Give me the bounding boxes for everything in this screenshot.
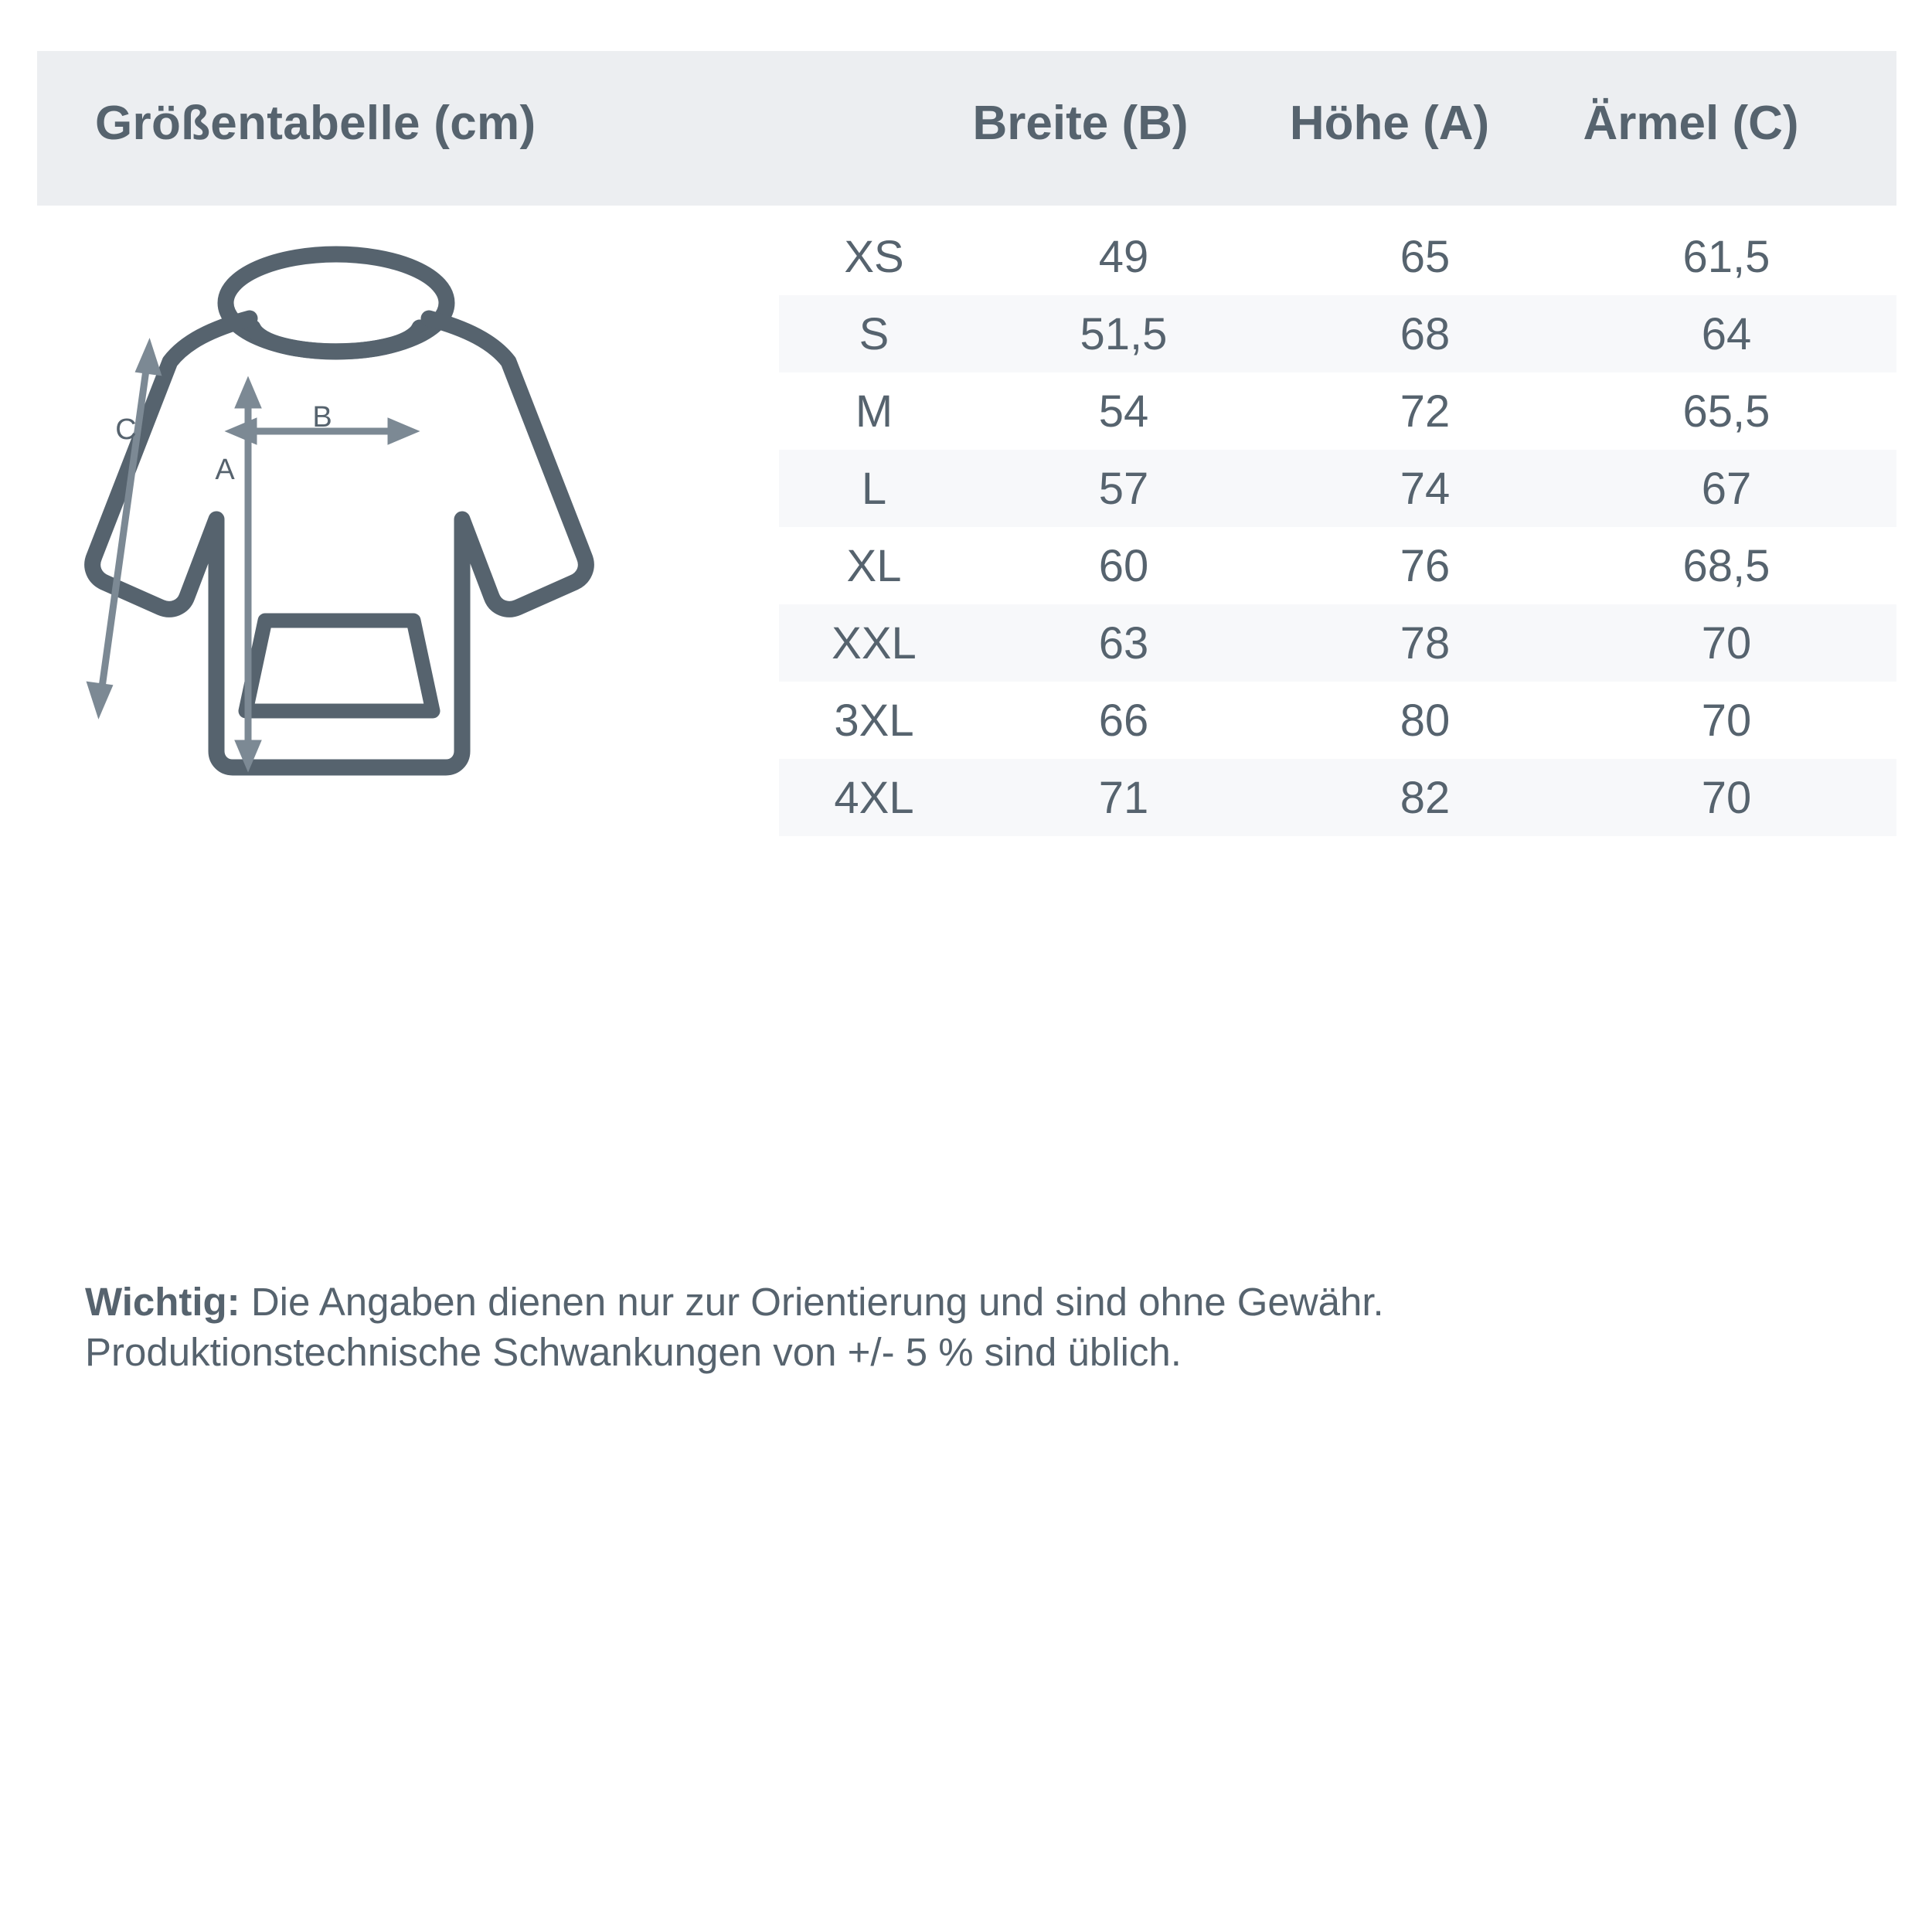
cell-breite: 49 — [1098, 231, 1149, 282]
cell-aermel: 61,5 — [1682, 231, 1770, 282]
cell-hoehe: 68 — [1400, 308, 1451, 359]
disclaimer-line-2: Produktionstechnische Schwankungen von +/- 5 % sind üblich. — [85, 1330, 1182, 1375]
table-row — [779, 372, 1896, 450]
cell-aermel: 67 — [1701, 463, 1752, 514]
column-headers — [918, 96, 1869, 151]
cell-breite: 51,5 — [1080, 308, 1168, 359]
cell-breite: 66 — [1098, 695, 1149, 746]
cell-breite: 54 — [1098, 386, 1149, 437]
cell-size: XXL — [832, 617, 917, 668]
cell-size: S — [859, 308, 889, 359]
cell-aermel: 68,5 — [1682, 540, 1770, 591]
table-row — [779, 295, 1896, 372]
table-row — [779, 527, 1896, 604]
column-header-breite: Breite (B) — [972, 97, 1189, 150]
diagram-label-b: B — [312, 401, 332, 434]
hoodie-icon — [62, 232, 773, 819]
column-header-hoehe: Höhe (A) — [1289, 97, 1490, 150]
disclaimer-note — [85, 1277, 1862, 1378]
hoodie-diagram — [62, 232, 773, 819]
cell-hoehe: 80 — [1400, 695, 1451, 746]
page-title: Größentabelle (cm) — [95, 97, 536, 150]
table-header-band — [37, 51, 1896, 206]
diagram-label-c: C — [115, 413, 137, 446]
cell-breite: 60 — [1098, 540, 1149, 591]
table-row — [779, 218, 1896, 295]
table-row — [779, 450, 1896, 527]
cell-aermel: 70 — [1701, 617, 1752, 668]
disclaimer-line-1: Die Angaben dienen nur zur Orientierung und sind ohne Gewähr. — [240, 1280, 1384, 1324]
cell-size: 4XL — [834, 772, 914, 823]
cell-breite: 57 — [1098, 463, 1149, 514]
cell-hoehe: 72 — [1400, 386, 1451, 437]
cell-hoehe: 74 — [1400, 463, 1451, 514]
size-table — [779, 218, 1896, 836]
diagram-label-a: A — [215, 454, 235, 486]
cell-size: XS — [844, 231, 904, 282]
cell-breite: 71 — [1098, 772, 1149, 823]
table-row — [779, 759, 1896, 836]
cell-hoehe: 65 — [1400, 231, 1451, 282]
cell-hoehe: 82 — [1400, 772, 1451, 823]
column-header-aermel: Ärmel (C) — [1583, 97, 1799, 150]
cell-hoehe: 78 — [1400, 617, 1451, 668]
cell-aermel: 70 — [1701, 695, 1752, 746]
table-row — [779, 604, 1896, 682]
cell-hoehe: 76 — [1400, 540, 1451, 591]
cell-size: XL — [846, 540, 902, 591]
cell-breite: 63 — [1098, 617, 1149, 668]
table-row — [779, 682, 1896, 759]
cell-aermel: 70 — [1701, 772, 1752, 823]
cell-aermel: 64 — [1701, 308, 1752, 359]
cell-aermel: 65,5 — [1682, 386, 1770, 437]
cell-size: L — [861, 463, 887, 514]
disclaimer-label: Wichtig: — [85, 1280, 240, 1324]
cell-size: M — [855, 386, 893, 437]
cell-size: 3XL — [834, 695, 914, 746]
